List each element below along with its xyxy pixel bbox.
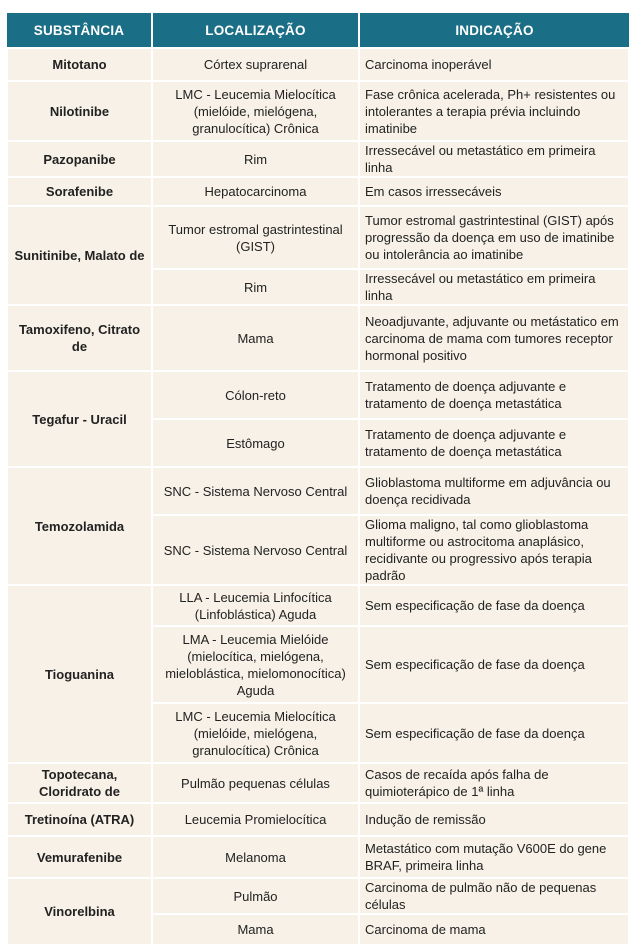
substance-cell: Nilotinibe [7, 81, 152, 141]
substance-cell: Vinorelbina [7, 878, 152, 945]
indication-cell: Tratamento de doença adjuvante e tratamento de doença metastática [359, 371, 629, 419]
indication-cell: Indução de remissão [359, 803, 629, 836]
table-row [7, 177, 629, 206]
location-cell: Mama [152, 914, 359, 945]
substance-cell: Pazopanibe [7, 141, 152, 177]
substance-cell: Sorafenibe [7, 177, 152, 206]
indication-cell: Fase crônica acelerada, Ph+ resistentes ou intolerantes a terapia prévia incluindo imatinibe [359, 81, 629, 141]
indication-cell: Sem especificação de fase da doença [359, 703, 629, 763]
table-row [7, 305, 629, 371]
header-indicacao: INDICAÇÃO [359, 13, 629, 48]
indication-cell: Neoadjuvante, adjuvante ou metástatico em carcinoma de mama com tumores receptor hormonal positivo [359, 305, 629, 371]
indication-cell: Carcinoma inoperável [359, 48, 629, 81]
table-row [7, 141, 629, 177]
location-cell: LLA - Leucemia Linfocítica (Linfoblástica) Aguda [152, 585, 359, 626]
table-row [7, 371, 629, 419]
indication-cell: Casos de recaída após falha de quimioterápico de 1ª linha [359, 763, 629, 803]
table-row [7, 48, 629, 81]
substance-cell: Tioguanina [7, 585, 152, 763]
table-row [7, 81, 629, 141]
indication-cell: Glioma maligno, tal como glioblastoma multiforme ou astrocitoma anaplásico, recidivante ou progressivo após terapia padrão [359, 515, 629, 585]
substance-cell: Tegafur - Uracil [7, 371, 152, 467]
indication-cell: Glioblastoma multiforme em adjuvância ou doença recidivada [359, 467, 629, 515]
table-row [7, 836, 629, 878]
indication-cell: Carcinoma de mama [359, 914, 629, 945]
table-row [7, 206, 629, 269]
table-header-row [7, 13, 629, 48]
table-row [7, 803, 629, 836]
location-cell: Córtex suprarenal [152, 48, 359, 81]
location-cell: SNC - Sistema Nervoso Central [152, 467, 359, 515]
location-cell: LMC - Leucemia Mielocítica (mielóide, mielógena, granulocítica) Crônica [152, 81, 359, 141]
location-cell: Leucemia Promielocítica [152, 803, 359, 836]
indication-cell: Tumor estromal gastrintestinal (GIST) após progressão da doença em uso de imatinibe ou intolerância ao imatinibe [359, 206, 629, 269]
location-cell: LMA - Leucemia Mielóide (mielocítica, mielógena, mieloblástica, mielomonocítica) Aguda [152, 626, 359, 703]
location-cell: Estômago [152, 419, 359, 467]
indication-cell: Sem especificação de fase da doença [359, 585, 629, 626]
location-cell: Rim [152, 269, 359, 305]
header-substancia: SUBSTÂNCIA [7, 13, 152, 48]
location-cell: SNC - Sistema Nervoso Central [152, 515, 359, 585]
substance-cell: Tretinoína (ATRA) [7, 803, 152, 836]
indication-cell: Sem especificação de fase da doença [359, 626, 629, 703]
substance-cell: Sunitinibe, Malato de [7, 206, 152, 305]
location-cell: Mama [152, 305, 359, 371]
substance-cell: Temozolamida [7, 467, 152, 585]
substance-cell: Mitotano [7, 48, 152, 81]
location-cell: Hepatocarcinoma [152, 177, 359, 206]
table-row [7, 878, 629, 914]
indication-cell: Irressecável ou metastático em primeira linha [359, 141, 629, 177]
indication-cell: Carcinoma de pulmão não de pequenas células [359, 878, 629, 914]
substance-cell: Vemurafenibe [7, 836, 152, 878]
location-cell: Melanoma [152, 836, 359, 878]
location-cell: Pulmão [152, 878, 359, 914]
indication-cell: Tratamento de doença adjuvante e tratamento de doença metastática [359, 419, 629, 467]
table-row [7, 763, 629, 803]
location-cell: LMC - Leucemia Mielocítica (mielóide, mielógena, granulocítica) Crônica [152, 703, 359, 763]
header-localizacao: LOCALIZAÇÃO [152, 13, 359, 48]
location-cell: Cólon-reto [152, 371, 359, 419]
substance-cell: Tamoxifeno, Citrato de [7, 305, 152, 371]
indication-cell: Em casos irressecáveis [359, 177, 629, 206]
substance-cell: Topotecana, Cloridrato de [7, 763, 152, 803]
indication-cell: Irressecável ou metastático em primeira linha [359, 269, 629, 305]
table-row [7, 467, 629, 515]
drug-indication-table [6, 13, 630, 946]
table-row [7, 585, 629, 626]
location-cell: Tumor estromal gastrintestinal (GIST) [152, 206, 359, 269]
indication-cell: Metastático com mutação V600E do gene BRAF, primeira linha [359, 836, 629, 878]
location-cell: Pulmão pequenas células [152, 763, 359, 803]
location-cell: Rim [152, 141, 359, 177]
